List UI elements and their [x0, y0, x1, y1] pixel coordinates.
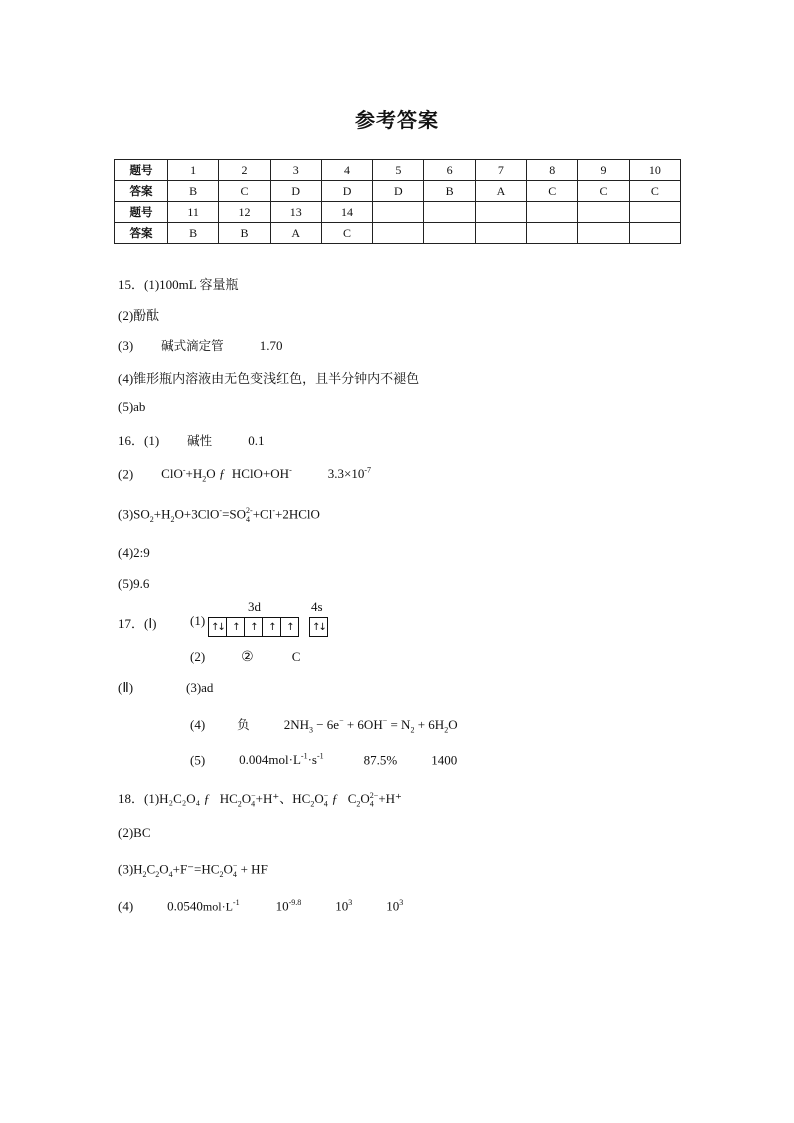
q16-part1	[118, 430, 264, 449]
table-cell: 12	[219, 202, 270, 223]
q17-label-II: (Ⅱ)	[118, 680, 134, 695]
table-row-header: 答案	[115, 181, 168, 202]
table-cell	[373, 202, 424, 223]
q15-part3-burette: 碱式滴定管	[161, 338, 224, 353]
table-cell	[578, 202, 629, 223]
table-row	[115, 181, 681, 202]
table-cell: 14	[321, 202, 372, 223]
table-cell: 1	[168, 160, 219, 181]
table-cell: 13	[270, 202, 321, 223]
table-cell: B	[168, 223, 219, 244]
q18-part3: $(3)H_2C_2O_4+F^-=HC_2O_4^-$ + HF	[118, 861, 268, 879]
table-cell: 10	[629, 160, 680, 181]
q16-part2-num: (2)	[118, 466, 134, 482]
table-cell: D	[270, 181, 321, 202]
q17-part5: (5) $0.004mol\cdot L^{-1}\cdot s^{-1}$ 87.5% 1400	[190, 752, 458, 768]
q17-part2: (2) ② C	[190, 649, 301, 665]
table-row-header: 答案	[115, 223, 168, 244]
table-cell	[373, 223, 424, 244]
table-cell: 11	[168, 202, 219, 223]
table-cell: D	[373, 181, 424, 202]
table-cell: 2	[219, 160, 270, 181]
q18-part1: 18．(1)H₂C₂O₄ ƒ $HC_2O_4^-+H^+$、$HC_2O_4^-$ ƒ $C_2O_4^{2-}+H^+$	[118, 790, 402, 809]
q16-part1-b: 0.1	[248, 433, 265, 448]
q15-part3-value: 1.70	[259, 338, 283, 353]
table-cell	[629, 202, 680, 223]
q18-part4: (4) $0.0540mol\cdot L^{-1}$ $10^{-9.8}$ $10^3$ $10^3$	[118, 898, 404, 914]
circled-two: ②	[241, 649, 254, 665]
q16-part4: (4)2:9	[118, 545, 150, 560]
page-title: 参考答案	[355, 108, 439, 132]
table-cell: C	[629, 181, 680, 202]
q15-part5: (5)ab	[118, 399, 146, 414]
q16-part2	[118, 466, 371, 484]
table-cell: C	[578, 181, 629, 202]
q17-label-I: 17．(Ⅰ)	[118, 616, 157, 631]
table-cell: C	[321, 223, 372, 244]
table-cell: 4	[321, 160, 372, 181]
table-cell: 8	[527, 160, 578, 181]
table-cell: D	[321, 181, 372, 202]
q17-part1-num: (1)	[190, 613, 206, 628]
table-cell: 9	[578, 160, 629, 181]
q15-part4: (4)锥形瓶内溶液由无色变浅红色，且半分钟内不褪色	[118, 371, 420, 386]
table-cell	[475, 202, 526, 223]
table-cell	[424, 223, 475, 244]
orbital-box: ↑	[227, 618, 245, 636]
table-cell: B	[424, 181, 475, 202]
orbital-box: ↑	[286, 621, 293, 633]
q17-part4-equation: $2NH_3 - 6e^- + 6OH^- = N_2 + 6H_2O$	[283, 716, 458, 735]
q15-part2: (2)酚酞	[118, 308, 160, 323]
orbital-3d-label: 3d	[248, 599, 261, 614]
table-row	[115, 160, 681, 181]
table-cell	[578, 223, 629, 244]
table-cell: C	[219, 181, 270, 202]
q16-part1-a: 碱性	[187, 433, 213, 448]
q17-part3: (3)ad	[186, 680, 214, 695]
table-cell: 5	[373, 160, 424, 181]
table-row	[115, 223, 681, 244]
orbital-box: ↑	[263, 618, 281, 636]
table-cell: A	[270, 223, 321, 244]
table-cell: A	[475, 181, 526, 202]
q16-part1-num: 16．(1)	[118, 433, 160, 448]
orbital-4s-diagram	[309, 617, 328, 637]
q17-part4: (4) 负 $2NH_3 - 6e^- + 6OH^- = N_2 + 6H_2O$	[190, 716, 458, 735]
orbital-box: ↑↓	[209, 618, 227, 636]
q18-part2: (2)BC	[118, 825, 151, 840]
q16-part2-value: $3.3\times 10^{-7}$	[327, 466, 371, 482]
q16-part3: $(3)SO_2+H_2O+3ClO^-=SO_4^{2-}+Cl^-+2HClO$	[118, 506, 320, 524]
orbital-3d-diagram	[208, 617, 299, 637]
table-cell	[475, 223, 526, 244]
table-row	[115, 202, 681, 223]
table-cell: C	[527, 181, 578, 202]
q17-part5-rate: $0.004mol\cdot L^{-1}\cdot s^{-1}$	[239, 752, 324, 768]
table-cell	[527, 202, 578, 223]
table-cell: 3	[270, 160, 321, 181]
q15-part1: 15．(1)100mL 容量瓶	[118, 277, 239, 292]
q16-part2-eq: $ClO^-+H_2O$ ƒ HClO+OH-	[161, 466, 292, 484]
q15-part3-num: (3)	[118, 338, 134, 353]
table-cell	[629, 223, 680, 244]
table-row-header: 题号	[115, 202, 168, 223]
table-cell: 6	[424, 160, 475, 181]
table-cell: B	[219, 223, 270, 244]
table-cell: B	[168, 181, 219, 202]
q15-part3	[118, 336, 282, 354]
table-row-header: 题号	[115, 160, 168, 181]
table-cell: 7	[475, 160, 526, 181]
answer-table	[114, 159, 681, 244]
orbital-4s-label: 4s	[311, 599, 323, 614]
orbital-box: ↑	[245, 618, 263, 636]
orbital-box: ↑↓	[312, 621, 325, 633]
table-cell	[424, 202, 475, 223]
table-cell	[527, 223, 578, 244]
q16-part5: (5)9.6	[118, 576, 150, 591]
